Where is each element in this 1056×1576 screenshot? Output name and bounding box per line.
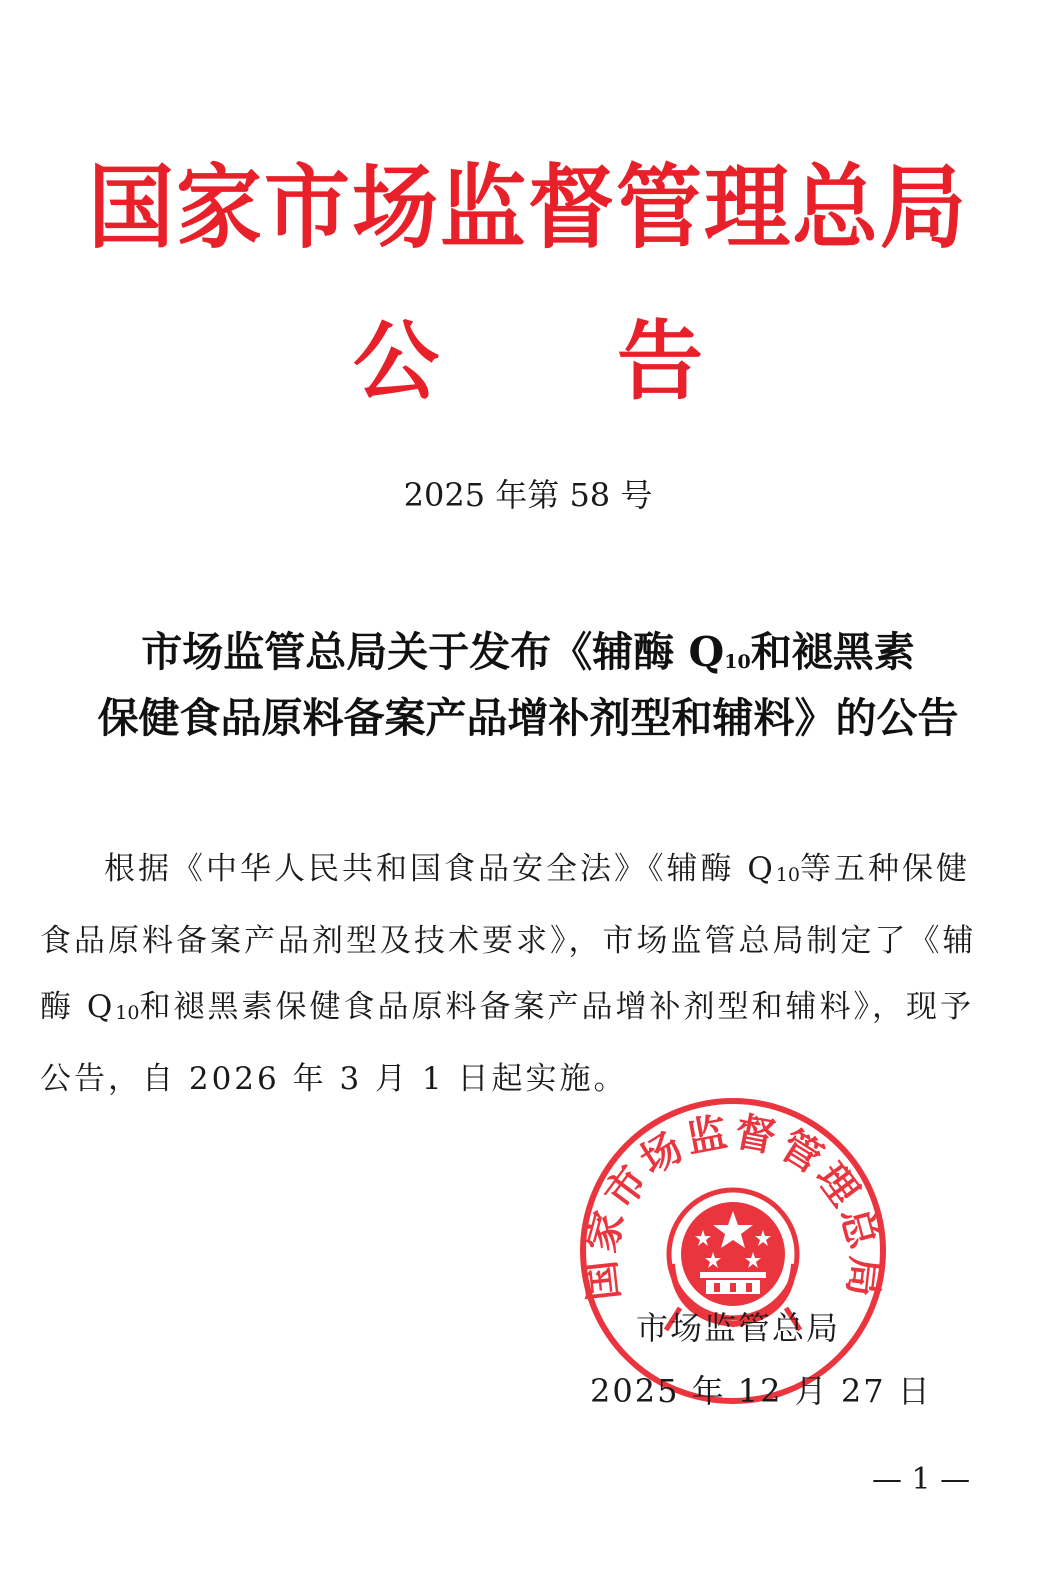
title-line-2: 保健食品原料备案产品增补剂型和辅料》的公告 (97, 694, 959, 742)
announcement-body (40, 836, 1020, 1112)
document-kind-heading (0, 292, 1056, 416)
document-title (30, 624, 1026, 746)
body-line-2: 食品原料备案产品剂型及技术要求》，市场监管总局制定了《辅 (40, 923, 977, 959)
doc-kind-char-2: 告 (617, 311, 703, 412)
page-number: — 1 — (872, 1462, 971, 1497)
document-number: 2025 年第 58 号 (403, 476, 653, 514)
seal-text: 国家市场监督管理总局 (576, 1107, 890, 1303)
body-line-4: 公告，自 2026 年 3 月 1 日起实施。 (40, 1061, 628, 1097)
doc-kind-char-1: 公 (353, 311, 439, 412)
agency-masthead: 国家市场监督管理总局 (88, 154, 968, 262)
body-line-1: 根据《中华人民共和国食品安全法》《辅酶 $Q_{10}$等五种保健 (104, 851, 970, 887)
signing-organization: 市场监管总局 (636, 1309, 841, 1347)
official-seal-stamp (576, 1094, 890, 1408)
signing-date: 2025 年 12 月 27 日 (590, 1372, 932, 1410)
body-line-3: 酶 $Q_{10}$和褪黑素保健食品原料备案产品增补剂型和辅料》，现予 (40, 989, 974, 1025)
title-line-1: 市场监管总局关于发布《辅酶 $Q_{10}$和褪黑素 (141, 628, 915, 676)
